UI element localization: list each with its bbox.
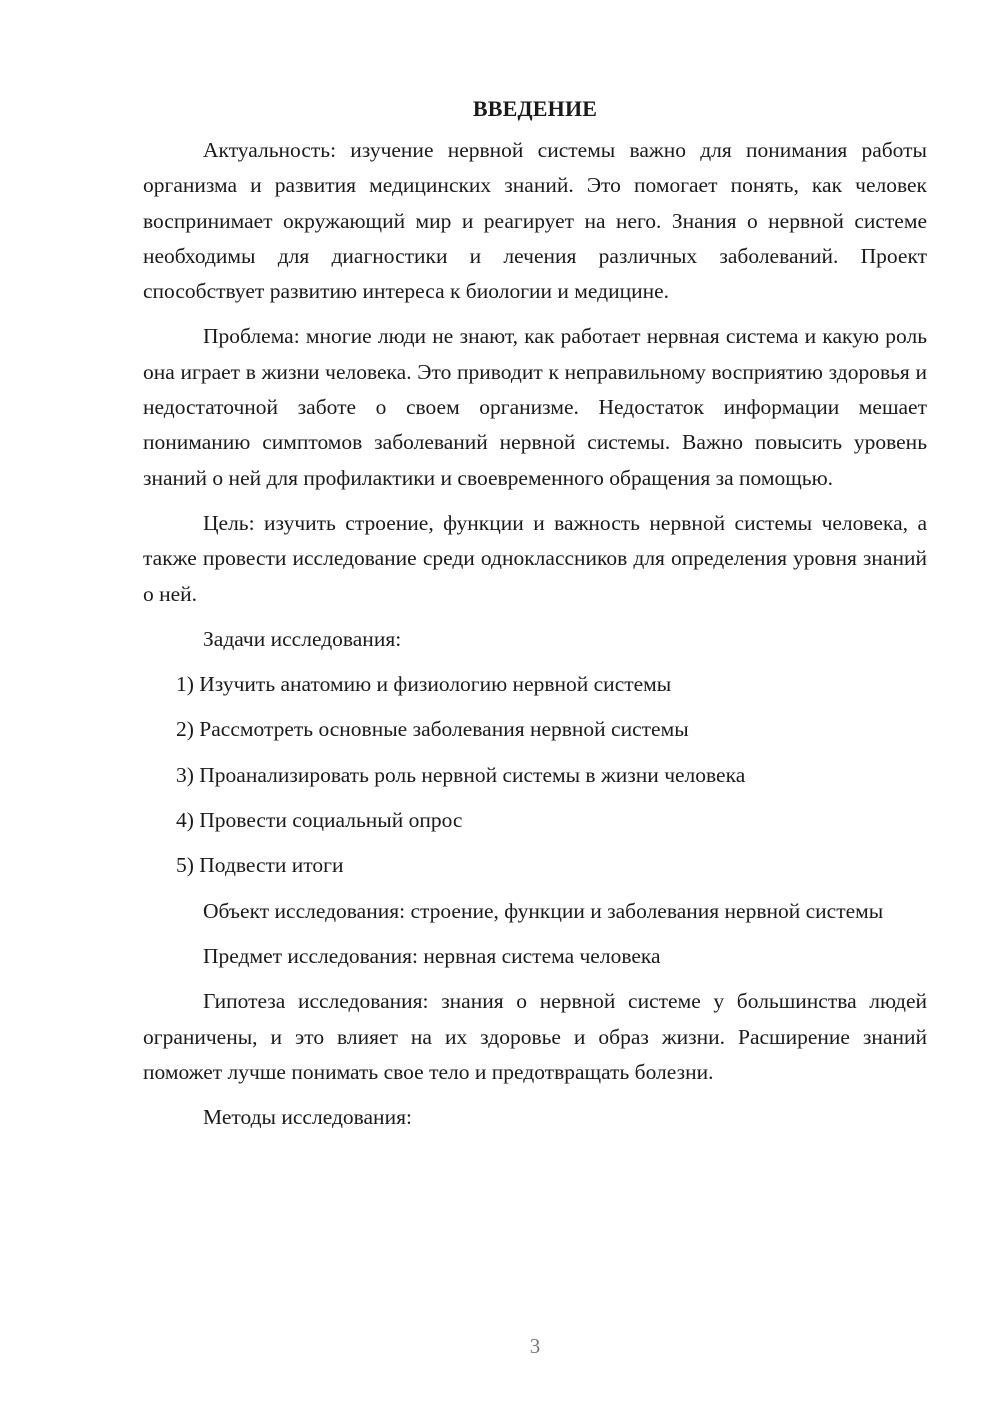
task-item: 3) Проанализировать роль нервной системы в жизни человека <box>176 762 746 787</box>
research-object-paragraph: Объект исследования: строение, функции и заболевания нервной системы <box>203 898 884 923</box>
relevance-paragraph: Актуальность: изучение нервной системы важно для понимания работы организма и развития медицинских знаний. Это помогает понять, как человек воспринимает окружающий мир и реагирует на него. Знания о нервной системе необходимы для диагностики и лечения различных заболеваний. Проект способствует развитию интереса к биологии и медицине. <box>143 138 927 304</box>
research-subject-paragraph: Предмет исследования: нервная система человека <box>203 943 661 968</box>
task-item: 2) Рассмотреть основные заболевания нервной системы <box>176 717 689 742</box>
section-heading: ВВЕДЕНИЕ <box>472 96 598 121</box>
task-item: 5) Подвести итоги <box>176 853 344 878</box>
tasks-list <box>143 667 927 883</box>
page-number: 3 <box>529 1334 541 1358</box>
problem-paragraph: Проблема: многие люди не знают, как работает нервная система и какую роль она играет в жизни человека. Это приводит к неправильному восприятию здоровья и недостаточной заботе о своем организме. Недостаток информации мешает пониманию симптомов заболеваний нервной системы. Важно повысить уровень знаний о ней для профилактики и своевременного обращения за помощью. <box>143 324 927 490</box>
research-hypothesis-paragraph: Гипотеза исследования: знания о нервной системе у большинства людей ограничены, и это влияет на их здоровье и образ жизни. Расширение знаний поможет лучше понимать свое тело и предотвращать болезни. <box>143 989 927 1084</box>
research-methods-paragraph: Методы исследования: <box>203 1105 412 1130</box>
page-content <box>143 94 927 1145</box>
tasks-title: Задачи исследования: <box>203 626 402 651</box>
task-item: 1) Изучить анатомию и физиологию нервной системы <box>176 672 672 697</box>
task-item: 4) Провести социальный опрос <box>176 808 463 833</box>
goal-paragraph: Цель: изучить строение, функции и важность нервной системы человека, а также провести исследование среди одноклассников для определения уровня знаний о ней. <box>143 510 927 606</box>
